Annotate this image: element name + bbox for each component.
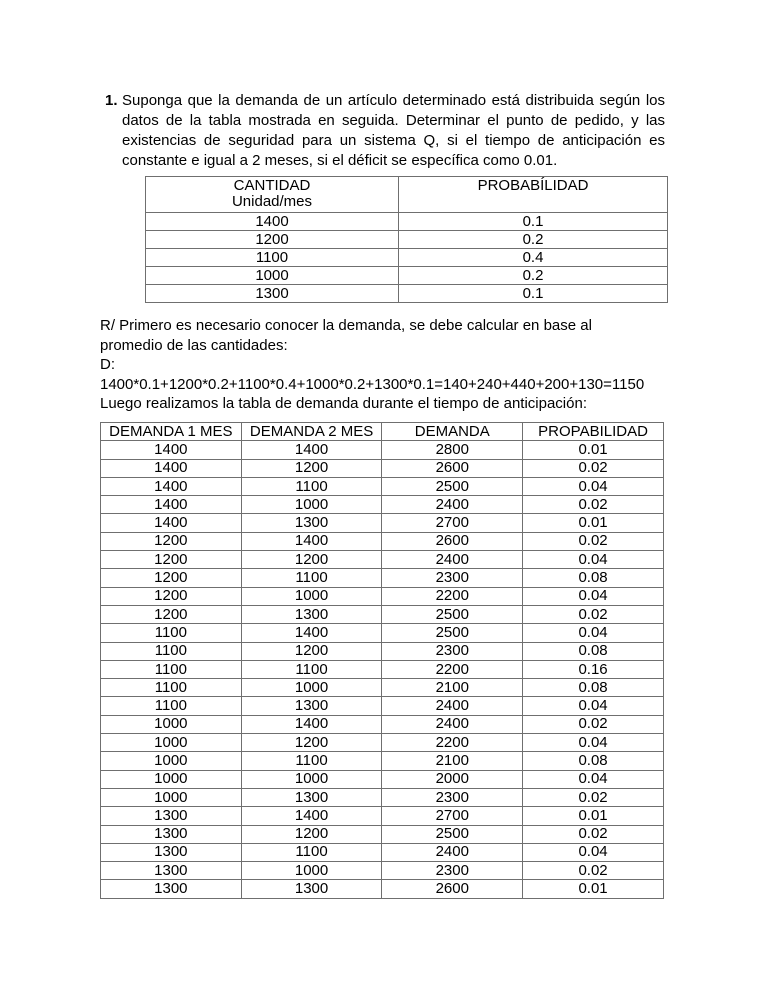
table-cell: 0.02 xyxy=(523,715,664,733)
answer-line: R/ Primero es necesario conocer la demanda, se debe calcular en base al xyxy=(100,317,592,334)
table-cell: 1300 xyxy=(101,862,242,880)
table-row xyxy=(101,569,664,587)
table-cell: 1200 xyxy=(101,605,242,623)
table-cell: 1300 xyxy=(101,807,242,825)
table-cell: 2400 xyxy=(382,551,523,569)
table-cell: 1000 xyxy=(146,267,399,285)
table-cell: 1000 xyxy=(101,715,242,733)
lead-time-demand-table xyxy=(100,422,664,899)
table-cell: 1000 xyxy=(241,862,382,880)
table-row xyxy=(101,825,664,843)
table-row xyxy=(101,734,664,752)
table-row xyxy=(101,642,664,660)
table-cell: 1000 xyxy=(241,496,382,514)
table-cell: 2200 xyxy=(382,660,523,678)
table-header-row xyxy=(146,177,668,213)
table-cell: 1100 xyxy=(101,642,242,660)
table-cell: 1200 xyxy=(101,532,242,550)
table-cell: 2800 xyxy=(382,441,523,459)
table-cell: 1100 xyxy=(241,569,382,587)
table-cell: 1100 xyxy=(241,752,382,770)
table-cell: 0.01 xyxy=(523,441,664,459)
table-cell: 0.04 xyxy=(523,624,664,642)
table-cell: 2500 xyxy=(382,825,523,843)
table-cell: 1100 xyxy=(101,679,242,697)
table-cell: 1000 xyxy=(101,734,242,752)
table-row xyxy=(146,285,668,303)
table-cell: 1000 xyxy=(101,770,242,788)
table-cell: 0.1 xyxy=(399,285,668,303)
table-header-row xyxy=(101,423,664,441)
table-cell: 1200 xyxy=(101,587,242,605)
table-cell: 1300 xyxy=(241,880,382,898)
table-cell: 2300 xyxy=(382,642,523,660)
table-cell: 1100 xyxy=(241,660,382,678)
table-cell: 1300 xyxy=(241,514,382,532)
table-row xyxy=(101,679,664,697)
table-cell: 2200 xyxy=(382,587,523,605)
table-cell: 1300 xyxy=(101,843,242,861)
table-row xyxy=(101,441,664,459)
table-cell: 1200 xyxy=(241,825,382,843)
table-row xyxy=(101,770,664,788)
table-cell: 2400 xyxy=(382,496,523,514)
table-cell: 2700 xyxy=(382,807,523,825)
quantity-probability-table xyxy=(145,176,668,303)
table-cell: 0.16 xyxy=(523,660,664,678)
table-cell: 2500 xyxy=(382,624,523,642)
table-cell: 2500 xyxy=(382,605,523,623)
table-cell: 2000 xyxy=(382,770,523,788)
table-cell: 0.01 xyxy=(523,514,664,532)
table-row xyxy=(101,788,664,806)
table-cell: 1200 xyxy=(101,569,242,587)
table-cell: 0.04 xyxy=(523,551,664,569)
table-row xyxy=(101,624,664,642)
answer-line: Luego realizamos la tabla de demanda durante el tiempo de anticipación: xyxy=(100,395,587,413)
table-row xyxy=(101,605,664,623)
header-demanda: DEMANDA xyxy=(382,423,523,441)
table-row xyxy=(101,880,664,898)
table-cell: 1400 xyxy=(146,213,399,231)
table-cell: 0.02 xyxy=(523,496,664,514)
table-cell: 2100 xyxy=(382,752,523,770)
table-cell: 1200 xyxy=(241,551,382,569)
table-cell: 1100 xyxy=(146,249,399,267)
table-row xyxy=(101,477,664,495)
table-cell: 0.2 xyxy=(399,231,668,249)
header-demanda-2-mes: DEMANDA 2 MES xyxy=(241,423,382,441)
table-cell: 0.02 xyxy=(523,532,664,550)
table-cell: 0.02 xyxy=(523,825,664,843)
table-row xyxy=(101,587,664,605)
table-cell: 2400 xyxy=(382,843,523,861)
table-cell: 1300 xyxy=(101,880,242,898)
table-row xyxy=(101,496,664,514)
table-cell: 1100 xyxy=(101,660,242,678)
table-cell: 1100 xyxy=(101,624,242,642)
table-cell: 0.04 xyxy=(523,587,664,605)
table-cell: 0.02 xyxy=(523,862,664,880)
table-cell: 2300 xyxy=(382,862,523,880)
table-cell: 0.01 xyxy=(523,807,664,825)
table-row xyxy=(101,551,664,569)
table-row xyxy=(146,249,668,267)
table-cell: 1400 xyxy=(101,477,242,495)
table-cell: 1400 xyxy=(241,441,382,459)
table-cell: 1200 xyxy=(146,231,399,249)
table-cell: 2300 xyxy=(382,569,523,587)
answer-line: D: xyxy=(100,356,115,374)
table-cell: 2500 xyxy=(382,477,523,495)
table-row xyxy=(146,213,668,231)
table-row xyxy=(101,514,664,532)
table-cell: 1200 xyxy=(241,459,382,477)
table-cell: 1000 xyxy=(241,679,382,697)
table-row xyxy=(101,752,664,770)
table-cell: 0.04 xyxy=(523,843,664,861)
answer-section xyxy=(100,316,680,414)
problem-text: Suponga que la demanda de un artículo determinado está distribuida según los datos de la tabla mostrada en seguida. Determinar el punto de pedido, y las existencias de seguridad para un sistema Q, si el tiempo de anticipación es constante e igual a 2 meses, si el déficit se específica como 0.01. xyxy=(122,92,665,169)
table-cell: 2300 xyxy=(382,788,523,806)
header-cantidad-label: CANTIDAD xyxy=(233,177,311,194)
answer-line: promedio de las cantidades: xyxy=(100,336,288,354)
table-cell: 0.02 xyxy=(523,788,664,806)
table-cell: 2200 xyxy=(382,734,523,752)
table-cell: 0.04 xyxy=(523,697,664,715)
table-cell: 2600 xyxy=(382,532,523,550)
table-cell: 0.08 xyxy=(523,752,664,770)
table-cell: 0.2 xyxy=(399,267,668,285)
table-row xyxy=(101,843,664,861)
table-row xyxy=(101,660,664,678)
table-cell: 1400 xyxy=(241,807,382,825)
table-cell: 1100 xyxy=(241,843,382,861)
table-row xyxy=(101,807,664,825)
problem-number: 1. xyxy=(105,92,118,109)
table-row xyxy=(146,231,668,249)
table-cell: 1000 xyxy=(101,752,242,770)
table-cell: 1000 xyxy=(241,770,382,788)
demand-formula: 1400*0.1+1200*0.2+1100*0.4+1000*0.2+1300*0.1=140+240+440+200+130=1150 xyxy=(100,375,645,393)
table-row xyxy=(101,532,664,550)
table-cell: 0.04 xyxy=(523,734,664,752)
table-cell: 0.02 xyxy=(523,459,664,477)
table-cell: 2700 xyxy=(382,514,523,532)
table-row xyxy=(146,267,668,285)
table-cell: 2400 xyxy=(382,715,523,733)
table-cell: 1400 xyxy=(101,496,242,514)
table-cell: 0.1 xyxy=(399,213,668,231)
header-propabilidad: PROPABILIDAD xyxy=(523,423,664,441)
table-cell: 0.08 xyxy=(523,642,664,660)
table-cell: 2600 xyxy=(382,880,523,898)
table-cell: 1200 xyxy=(241,642,382,660)
table-row xyxy=(101,459,664,477)
table-cell: 0.04 xyxy=(523,477,664,495)
table-cell: 0.08 xyxy=(523,679,664,697)
table-cell: 1400 xyxy=(101,514,242,532)
table-cell: 1400 xyxy=(241,624,382,642)
table-cell: 1400 xyxy=(101,441,242,459)
header-unit-label: Unidad/mes xyxy=(231,193,313,210)
header-demanda-1-mes: DEMANDA 1 MES xyxy=(101,423,242,441)
header-cantidad xyxy=(146,177,399,213)
table-cell: 1300 xyxy=(241,788,382,806)
table-row xyxy=(101,697,664,715)
table-cell: 1300 xyxy=(241,697,382,715)
table-cell: 1200 xyxy=(241,734,382,752)
table-cell: 0.04 xyxy=(523,770,664,788)
table-cell: 1400 xyxy=(101,459,242,477)
table-cell: 0.08 xyxy=(523,569,664,587)
table-cell: 0.02 xyxy=(523,605,664,623)
header-probabilidad: PROBABÍLIDAD xyxy=(399,177,668,213)
table-cell: 1300 xyxy=(101,825,242,843)
table-cell: 1000 xyxy=(241,587,382,605)
table-row xyxy=(101,862,664,880)
table-cell: 2100 xyxy=(382,679,523,697)
table-cell: 2400 xyxy=(382,697,523,715)
table-cell: 2600 xyxy=(382,459,523,477)
table-cell: 1400 xyxy=(241,532,382,550)
table-cell: 1100 xyxy=(101,697,242,715)
table-cell: 1200 xyxy=(101,551,242,569)
table-cell: 1100 xyxy=(241,477,382,495)
table-cell: 0.01 xyxy=(523,880,664,898)
table-cell: 1300 xyxy=(241,605,382,623)
table-cell: 0.4 xyxy=(399,249,668,267)
table-cell: 1300 xyxy=(146,285,399,303)
table-row xyxy=(101,715,664,733)
problem-statement xyxy=(105,91,665,171)
table-cell: 1400 xyxy=(241,715,382,733)
table-cell: 1000 xyxy=(101,788,242,806)
